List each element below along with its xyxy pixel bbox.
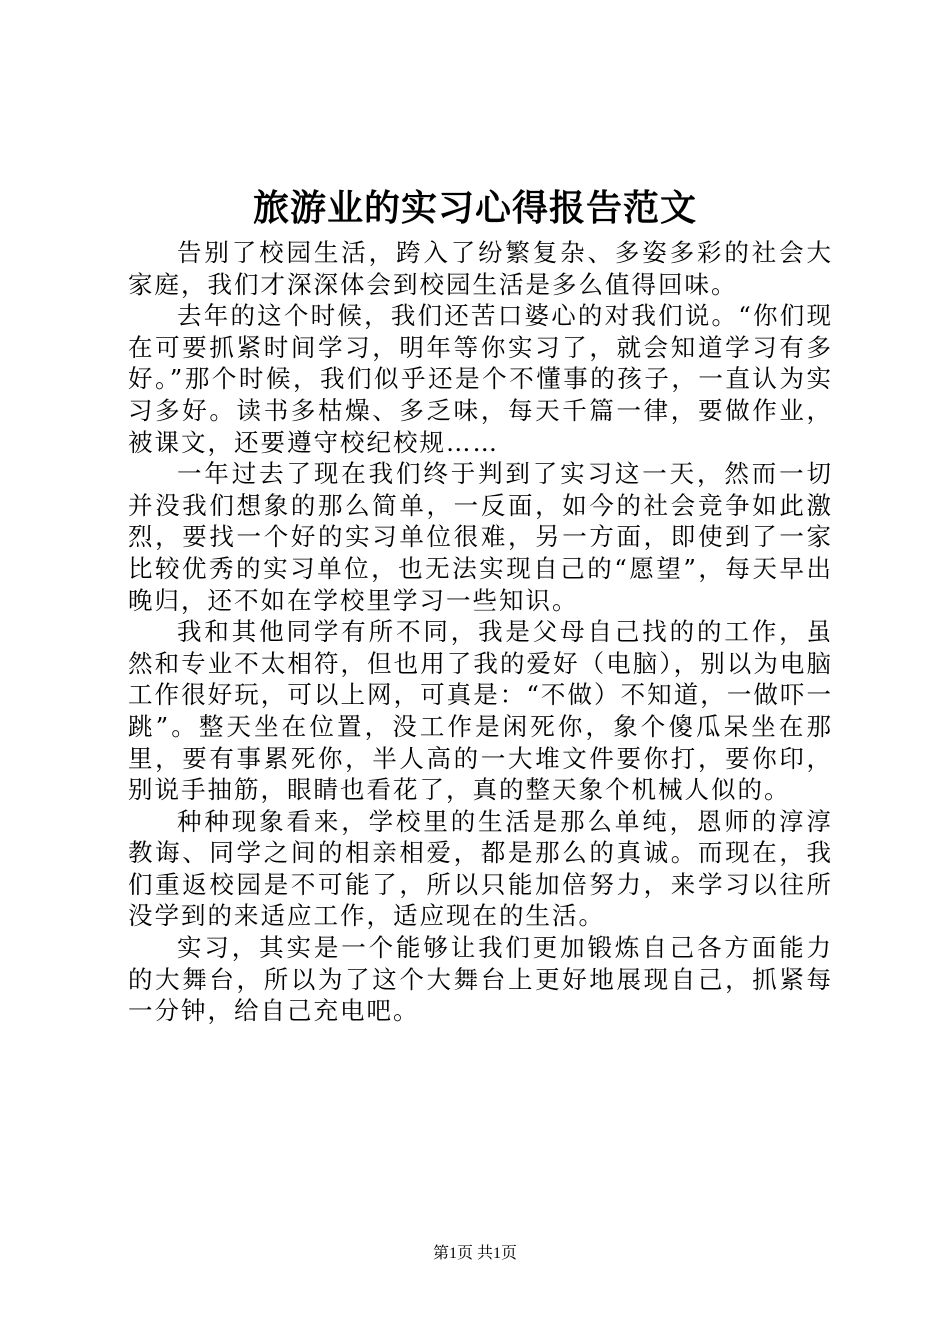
paragraph: 种种现象看来，学校里的生活是那么单纯，恩师的淳淳教诲、同学之间的相亲相爱，都是那么的真诚。而现在，我们重返校园是不可能了，所以只能加倍努力，来学习以往所没学到的来适应工作，适应现在的生活。 [128, 806, 833, 931]
paragraph: 告别了校园生活，跨入了纷繁复杂、多姿多彩的社会大家庭，我们才深深体会到校园生活是多么值得回味。 [128, 238, 833, 299]
document-title: 旅游业的实习心得报告范文 [252, 187, 697, 229]
paragraph: 去年的这个时候，我们还苦口婆心的对我们说。“你们现在可要抓紧时间学习，明年等你实习了，就会知道学习有多好。”那个时候，我们似乎还是个不懂事的孩子，一直认为实习多好。读书多枯燥、多乏味，每天千篇一律，要做作业，被课文，还要遵守校纪校规…… [128, 301, 833, 457]
page-number-footer: 第1页 共1页 [432, 1245, 517, 1262]
paragraph: 实习，其实是一个能够让我们更加锻炼自己各方面能力的大舞台，所以为了这个大舞台上更好地展现自己，抓紧每一分钟，给自己充电吧。 [128, 933, 833, 1026]
paragraph: 我和其他同学有所不同，我是父母自己找的的工作，虽然和专业不太相符，但也用了我的爱好（电脑），别以为电脑工作很好玩，可以上网，可真是：“不做）不知道，一做吓一跳”。整天坐在位置，没工作是闲死你，象个傻瓜呆坐在那里，要有事累死你，半人高的一大堆文件要你打，要你印，别说手抽筋，眼睛也看花了，真的整天象个机械人似的。 [128, 617, 833, 805]
document-body [128, 237, 833, 1027]
paragraph: 一年过去了现在我们终于判到了实习这一天，然而一切并没我们想象的那么简单，一反面，如今的社会竞争如此激烈，要找一个好的实习单位很难，另一方面，即使到了一家比较优秀的实习单位，也无法实现自己的“愿望”，每天早出晚归，还不如在学校里学习一些知识。 [128, 459, 833, 615]
